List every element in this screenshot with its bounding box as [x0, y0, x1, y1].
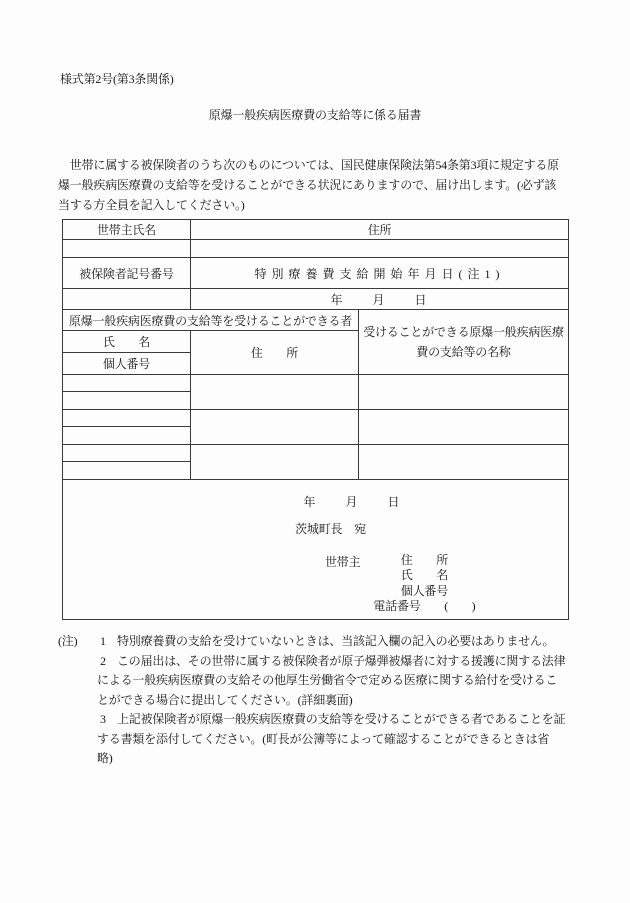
householder-signature-block	[325, 553, 568, 615]
address-input-cell[interactable]	[191, 240, 569, 258]
recipient-address-header-cell: 住 所	[191, 331, 359, 375]
note-text: とができる場合に提出してください。(詳細裏面)	[97, 692, 353, 707]
recipient-address-input-cell[interactable]	[191, 445, 359, 480]
note-text: 上記被保険者が原爆一般疾病医療費の支給等を受けることができる者であることを証	[117, 712, 566, 726]
main-form-table	[62, 219, 569, 620]
benefit-name-input-cell[interactable]	[359, 375, 569, 410]
notes-section	[58, 632, 572, 769]
insured-number-input-cell[interactable]	[63, 289, 191, 310]
note-text: この届出は、その世帯に属する被保険者が原子爆弾被爆者に対する援護に関する法律	[117, 653, 566, 668]
address-header-cell: 住所	[191, 220, 569, 240]
recipients-band-header: 原爆一般疾病医療費の支給等を受けることができる者	[63, 310, 359, 331]
householder-phone-label[interactable]: 電話番号 ( )	[373, 599, 476, 613]
note-text: による一般疾病医療費の支給その他厚生労働省令で定める医療に関する給付を受けるこ	[97, 673, 558, 687]
special-benefit-start-header-cell: 特別療養費支給開始年月日(注1)	[191, 258, 569, 289]
recipient-name-input-cell[interactable]	[63, 410, 191, 427]
note-marker: (注)	[58, 634, 78, 648]
recipient-personal-number-header-cell: 個人番号	[63, 353, 191, 375]
benefit-name-header-cell: 受けることができる原爆一般疾病医療費の支給等の名称	[359, 310, 569, 375]
household-head-header-cell: 世帯主氏名	[63, 220, 191, 240]
benefit-start-date-cell[interactable]: 年 月 日	[191, 289, 569, 310]
recipient-name-header-cell: 氏 名	[63, 331, 191, 353]
note-number: 1	[100, 634, 106, 648]
recipient-personal-number-input-cell[interactable]	[63, 427, 191, 445]
householder-personal-number-label[interactable]: 個人番号	[400, 583, 448, 598]
note-number: 2	[100, 653, 106, 668]
note-text: する書類を添付してください。(町長が公簿等によって確認することができるときは省	[97, 731, 550, 746]
note-text: 略)	[97, 751, 113, 765]
note-item-1	[58, 632, 572, 652]
benefit-name-input-cell[interactable]	[359, 445, 569, 480]
recipient-name-input-cell[interactable]	[63, 445, 191, 462]
householder-address-label[interactable]: 住 所	[400, 552, 448, 567]
note-item-3	[58, 710, 572, 730]
intro-paragraph	[58, 155, 572, 215]
addressee: 茨城町長 宛	[295, 521, 366, 536]
household-head-input-cell[interactable]	[63, 240, 191, 258]
recipient-address-input-cell[interactable]	[191, 410, 359, 445]
benefit-name-input-cell[interactable]	[359, 410, 569, 445]
note-number: 3	[100, 712, 106, 726]
householder-name-label[interactable]: 氏 名	[400, 568, 448, 582]
recipient-personal-number-input-cell[interactable]	[63, 392, 191, 410]
intro-line: 当する方全員を記入してください。)	[58, 198, 245, 212]
householder-label: 世帯主	[325, 554, 361, 569]
recipient-name-input-cell[interactable]	[63, 375, 191, 392]
intro-line: 世帯に属する被保険者のうち次のものについては、国民健康保険法第54条第3項に規定する原	[58, 158, 559, 172]
note-item-2	[58, 652, 572, 672]
recipient-address-input-cell[interactable]	[191, 375, 359, 410]
form-number: 様式第2号(第3条関係)	[60, 72, 174, 86]
insured-number-header-cell: 被保険者記号番号	[63, 258, 191, 289]
signature-section-cell	[63, 480, 569, 620]
note-text: 特別療養費の支給を受けていないときは、当該記入欄の記入の必要はありません。	[117, 634, 555, 648]
submission-date[interactable]: 年 月 日	[303, 494, 402, 509]
recipient-personal-number-input-cell[interactable]	[63, 462, 191, 480]
intro-line: 爆一般疾病医療費の支給等を受けることができる状況にありますので、届け出します。(必ず該	[58, 178, 557, 192]
document-title: 原爆一般疾病医療費の支給等に係る届書	[208, 108, 422, 122]
